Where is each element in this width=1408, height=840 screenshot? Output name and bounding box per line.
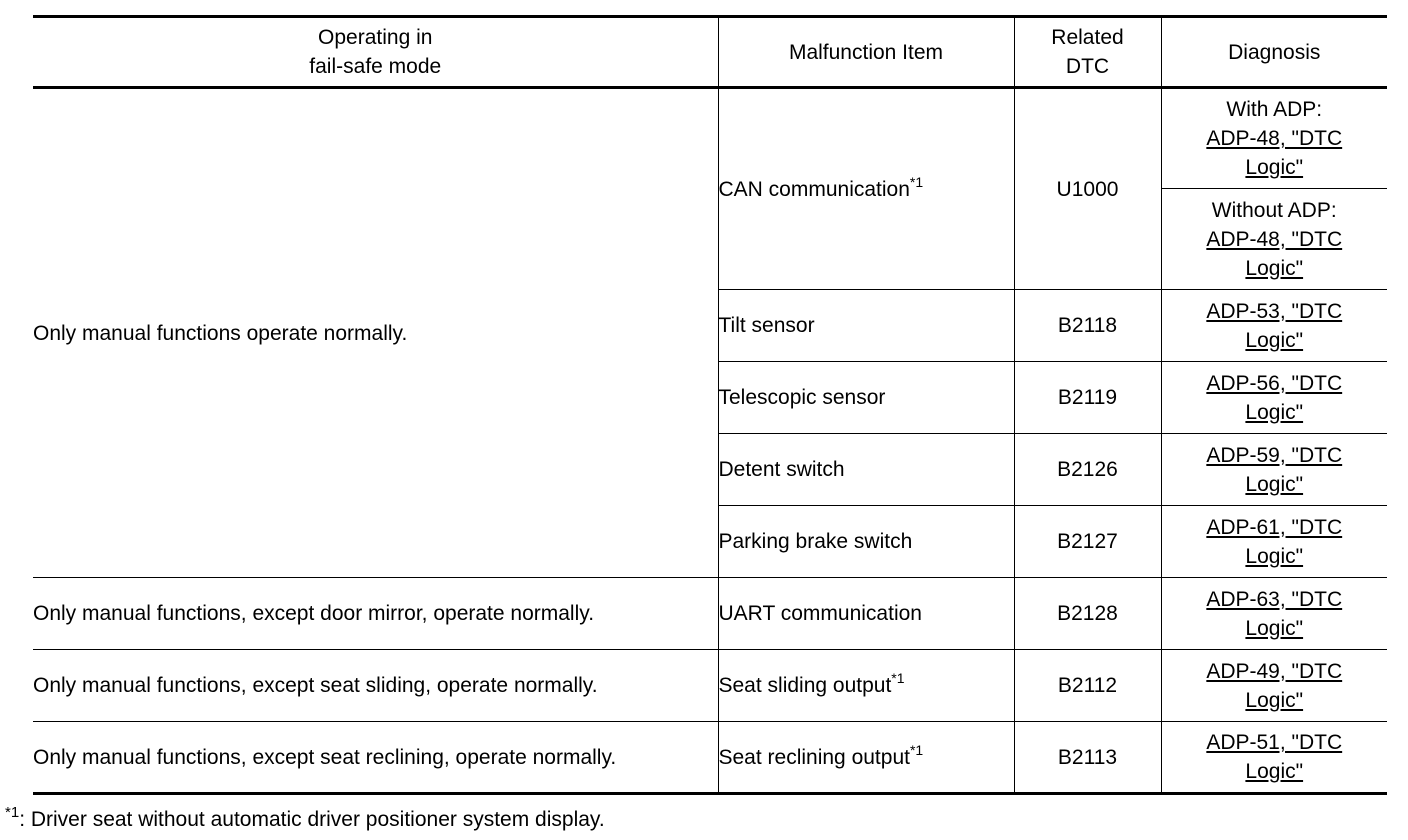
item-cell: Telescopic sensor [718, 362, 1014, 434]
dtc-cell: B2128 [1014, 578, 1161, 650]
header-item: Malfunction Item [718, 17, 1014, 88]
header-dtc-line2: DTC [1065, 55, 1110, 78]
diagnosis-link-line1: ADP-61, "DTC [1206, 515, 1343, 539]
diagnosis-cell [1161, 189, 1387, 290]
dtc-cell: U1000 [1014, 88, 1161, 290]
diagnosis-link-line1: ADP-49, "DTC [1206, 659, 1343, 683]
item-label: Seat reclining output [718, 745, 910, 769]
header-row [33, 17, 1387, 88]
table-row [33, 722, 1387, 794]
item-label: Seat sliding output [718, 674, 892, 697]
item-cell: Detent switch [718, 434, 1014, 506]
diagnosis-link[interactable] [1189, 513, 1359, 571]
diagnosis-cell [1161, 88, 1387, 189]
item-cell: Parking brake switch [718, 506, 1014, 578]
header-dtc-line1: Related [1051, 26, 1124, 49]
diagnosis-link-line2: Logic" [1245, 616, 1304, 640]
diagnosis-link[interactable] [1189, 728, 1359, 786]
dtc-cell: B2112 [1014, 650, 1161, 722]
diagnosis-link-line2: Logic" [1245, 256, 1304, 280]
diagnosis-cell [1161, 362, 1387, 434]
footnote-ref: *1 [909, 741, 924, 758]
fail-safe-table [33, 15, 1387, 795]
diagnosis-cell [1161, 434, 1387, 506]
diagnosis-link-line2: Logic" [1245, 400, 1304, 424]
diagnosis-link-line2: Logic" [1245, 544, 1304, 568]
diagnosis-link-line2: Logic" [1245, 328, 1304, 352]
header-mode-line2: fail-safe mode [309, 55, 442, 78]
footnote-text: : Driver seat without automatic driver positioner system display. [19, 808, 605, 831]
mode-cell: Only manual functions, except door mirror, operate normally. [33, 578, 718, 650]
diagnosis-link-line1: ADP-63, "DTC [1206, 587, 1343, 611]
dtc-cell: B2118 [1014, 290, 1161, 362]
diagnosis-link[interactable] [1189, 124, 1359, 182]
item-cell [718, 650, 1014, 722]
diagnosis-link-line2: Logic" [1245, 688, 1304, 712]
item-cell: UART communication [718, 578, 1014, 650]
table-row [33, 650, 1387, 722]
item-cell [718, 88, 1014, 290]
mode-cell: Only manual functions operate normally. [33, 88, 718, 578]
diagnosis-link[interactable] [1189, 369, 1359, 427]
dtc-cell: B2126 [1014, 434, 1161, 506]
footnote-ref: *1 [891, 670, 905, 686]
diagnosis-link-line1: ADP-56, "DTC [1206, 371, 1343, 395]
header-mode-line1: Operating in [318, 26, 433, 49]
header-diagnosis: Diagnosis [1161, 17, 1387, 88]
dtc-cell: B2113 [1014, 722, 1161, 794]
diagnosis-prefix: With ADP: [1226, 98, 1323, 121]
diagnosis-cell [1161, 578, 1387, 650]
header-mode [33, 17, 718, 88]
diagnosis-prefix: Without ADP: [1211, 198, 1337, 222]
header-dtc [1014, 17, 1161, 88]
diagnosis-link-line1: ADP-51, "DTC [1206, 731, 1343, 754]
diagnosis-link[interactable] [1189, 441, 1359, 499]
dtc-cell: B2119 [1014, 362, 1161, 434]
footnote-ref: *1 [909, 173, 924, 190]
diagnosis-link-line1: ADP-48, "DTC [1206, 127, 1343, 150]
item-cell [718, 722, 1014, 794]
item-cell: Tilt sensor [718, 290, 1014, 362]
diagnosis-link[interactable] [1189, 225, 1359, 283]
diagnosis-link-line1: ADP-53, "DTC [1206, 299, 1343, 323]
diagnosis-link[interactable] [1189, 657, 1359, 715]
diagnosis-link-line1: ADP-59, "DTC [1206, 443, 1343, 467]
diagnosis-link-line2: Logic" [1245, 760, 1304, 783]
diagnosis-cell [1161, 722, 1387, 794]
diagnosis-link[interactable] [1189, 585, 1359, 643]
table-row [33, 578, 1387, 650]
diagnosis-cell [1161, 290, 1387, 362]
table-row [33, 88, 1387, 189]
mode-cell: Only manual functions, except seat reclining, operate normally. [33, 722, 718, 794]
diagnosis-link-line1: ADP-48, "DTC [1206, 227, 1343, 251]
item-label: CAN communication [718, 177, 910, 201]
diagnosis-cell [1161, 650, 1387, 722]
diagnosis-link-line2: Logic" [1245, 472, 1304, 496]
footnote [5, 805, 605, 834]
diagnosis-cell [1161, 506, 1387, 578]
diagnosis-link-line2: Logic" [1245, 156, 1304, 179]
mode-cell: Only manual functions, except seat sliding, operate normally. [33, 650, 718, 722]
dtc-cell: B2127 [1014, 506, 1161, 578]
diagnosis-link[interactable] [1189, 297, 1359, 355]
footnote-mark: *1 [5, 804, 20, 821]
